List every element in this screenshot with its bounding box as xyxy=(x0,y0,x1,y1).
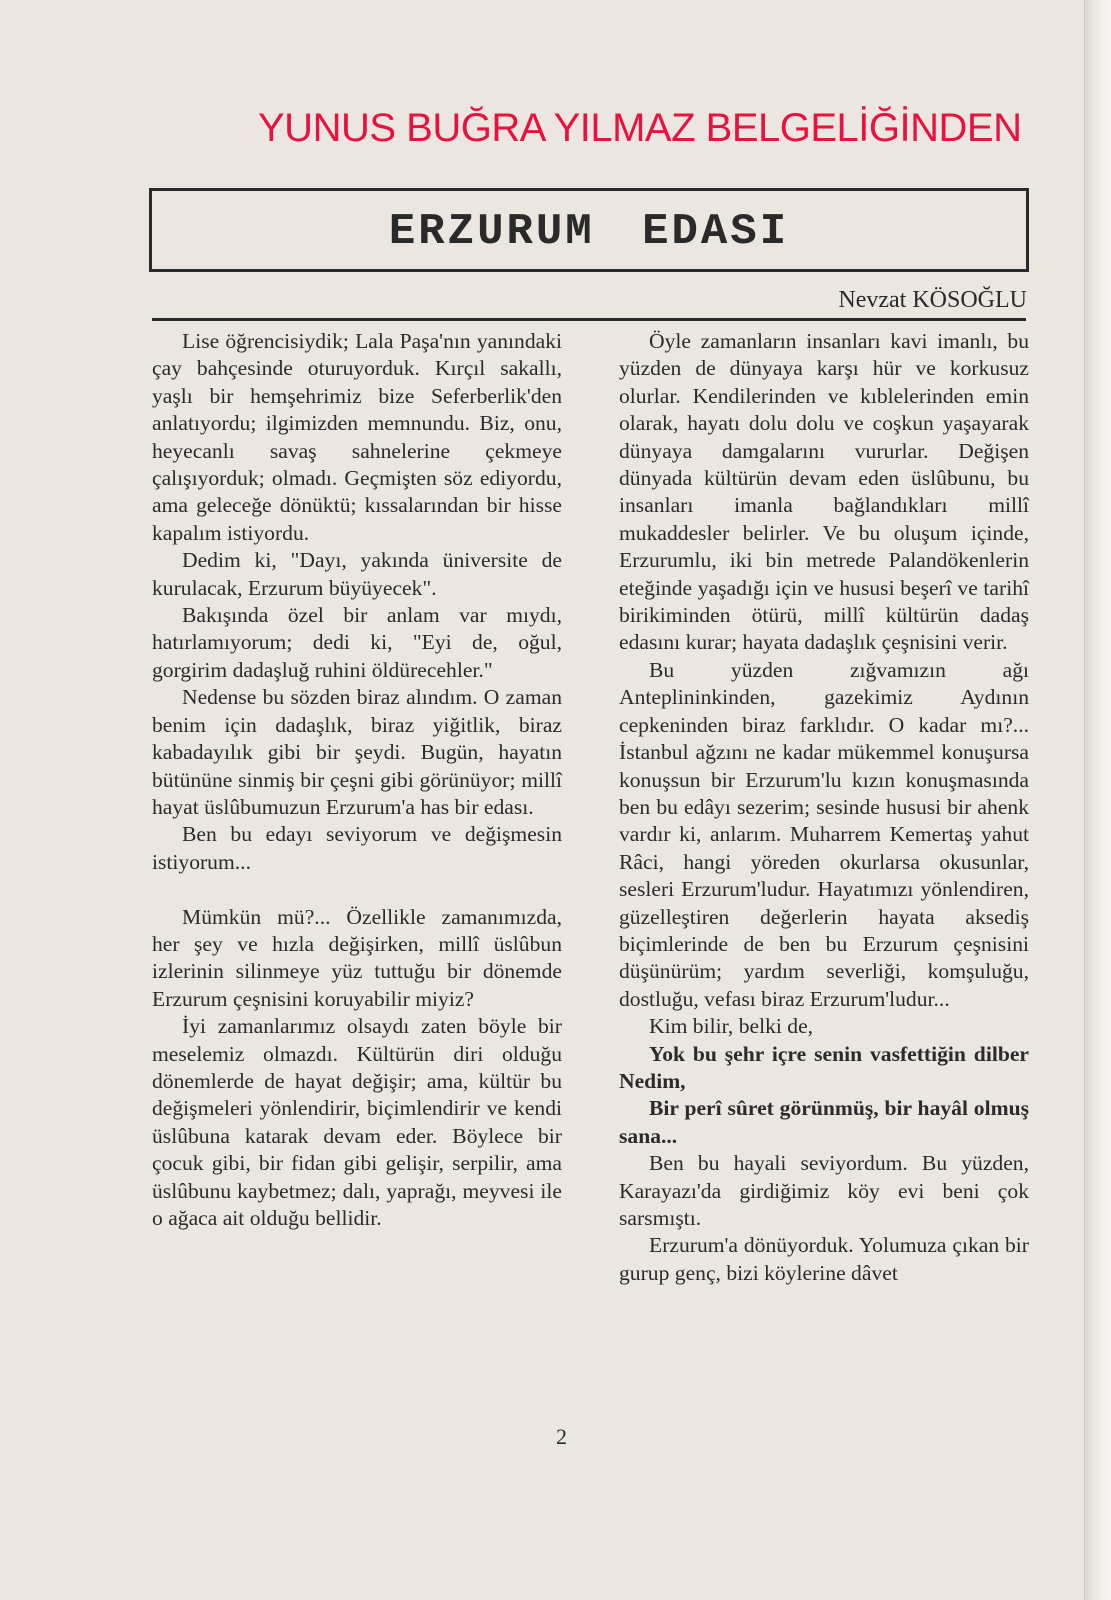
paragraph: Ben bu edayı seviyorum ve değişmesin istiyorum... xyxy=(152,822,562,874)
verse-line: Yok bu şehr içre senin vasfettiğin dilber Nedim, xyxy=(619,1041,1029,1093)
paragraph: Nedense bu sözden biraz alındım. O zaman benim için dadaşlık, biraz yiğitlik, biraz kabadayılık gibi bir şeydi. Bugün, hayatın bütününe sinmiş bir çeşni gibi görünüyor; millî hayat üslûbumuzun Erzurum'a has bir edası. xyxy=(152,685,562,819)
title-box xyxy=(149,188,1029,272)
archive-header-note: YUNUS BUĞRA YILMAZ BELGELİĞİNDEN xyxy=(258,106,1022,150)
page-number: 2 xyxy=(556,1424,567,1449)
paragraph: Lise öğrencisiydik; Lala Paşa'nın yanındaki çay bahçesinde oturuyorduk. Kırçıl sakallı, yaşlı bir hemşehrimiz bize Seferberlik'den anlatıyordu; ilgimizden memnundu. Biz, onu, heyecanlı savaş sahnelerine çekmeye çalışıyorduk; olmadı. Geçmişten söz ediyordu, ama geleceğe dönüktü; kıssalarından bir hisse kapalım istiyordu. xyxy=(152,329,562,545)
right-column xyxy=(619,328,1029,1287)
left-column xyxy=(152,328,562,1232)
article-title: ERZURUM EDASI xyxy=(388,207,790,257)
paragraph: Bakışında özel bir anlam var mıydı, hatırlamıyorum; dedi ki, "Eyi de, oğul, gorgirim dadaşluğ ruhini öldürecehler." xyxy=(152,603,562,682)
article-author: Nevzat KÖSOĞLU xyxy=(838,287,1027,313)
verse-line: Bir perî sûret görünmüş, bir hayâl olmuş sana... xyxy=(619,1096,1029,1148)
paragraph: Bu yüzden zığvamızın ağı Anteplininkinden, gazekimiz Aydının cepkeninden biraz farklıdır. O kadar mı?... İstanbul ağzını ne kadar mükemmel konuşursa konuşsun bir Erzurum'lu kızın konuşmasında ben bu edâyı sezerim; sesinde hususi bir ahenk vardır ki, anlarım. Muharrem Kemertaş yahut Râci, hangi yöreden okurlarsa okusunlar, sesleri Erzurum'ludur. Hayatımızı yönlendiren, güzelleştiren değerlerin hayata aksediş biçimlerinde de ben bu Erzurum çeşnisini düşünürüm; yardım severliği, komşuluğu, dostluğu, vefası biraz Erzurum'ludur... xyxy=(619,657,1029,1011)
paragraph: Ben bu hayali seviyordum. Bu yüzden, Karayazı'da girdiğimiz köy evi beni çok sarsmıştı. xyxy=(619,1151,1029,1230)
paragraph: Dedim ki, "Dayı, yakında üniversite de kurulacak, Erzurum büyüyecek". xyxy=(152,548,562,600)
paragraph: Mümkün mü?... Özellikle zamanımızda, her şey ve hızla değişirken, millî üslûbun izlerinin silinmeye yüz tuttuğu bir dönemde Erzurum çeşnisini koruyabilir miyiz? xyxy=(152,904,562,1011)
page-edge xyxy=(1084,0,1111,1600)
author-rule xyxy=(152,318,1026,321)
paragraph: Erzurum'a dönüyorduk. Yolumuza çıkan bir gurup genç, bizi köylerine dâvet xyxy=(619,1233,1029,1285)
paragraph: İyi zamanlarımız olsaydı zaten böyle bir meselemiz olmazdı. Kültürün diri olduğu dönemlerde de hayat değişir; ama, kültür bu değişmeleri yönlendirir, biçimlendirir ve kendi üslûbuna katarak devam eder. Böylece bir çocuk gibi, bir fidan gibi gelişir, serpilir, ama üslûbunu kaybetmez; dalı, yaprağı, meyvesi ile o ağaca ait olduğu bellidir. xyxy=(152,1014,562,1230)
paragraph: Kim bilir, belki de, xyxy=(649,1014,814,1039)
paragraph: Öyle zamanların insanları kavi imanlı, bu yüzden de dünyaya karşı hür ve korkusuz olurlar. Kendilerinden ve kıblelerinden emin olarak, hayatı dolu dolu ve coşkun yaşayarak dünyaya damgalarını vururlar. Değişen dünyada kültürün devam eden üslûbunu, bu insanları imanla bağlandıkları millî mukaddesler belirler. Ve bu oluşum içinde, Erzurumlu, iki bin metrede Palandökenlerin eteğinde yaşadığı için ve hususi beşerî ve tarihî birikiminden ötürü, millî kültürün dadaş edasını kurar; hayata dadaşlık çeşnisini verir. xyxy=(619,329,1029,655)
